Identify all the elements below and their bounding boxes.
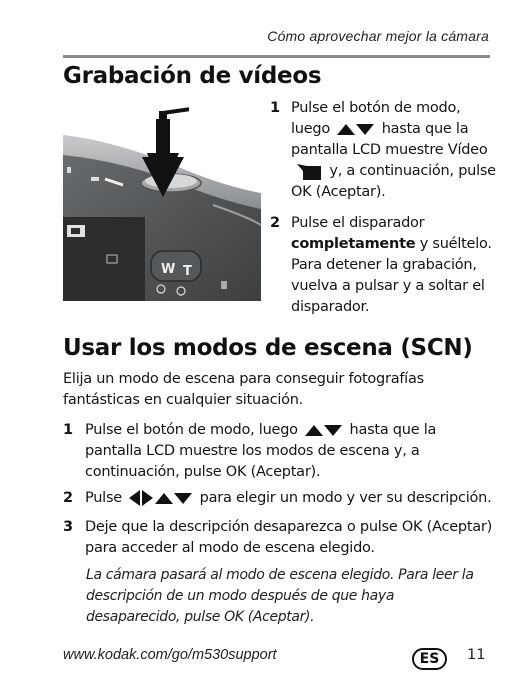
step-text-pre: Pulse <box>85 490 122 506</box>
zoom-t-label: T <box>183 264 192 279</box>
step-number: 2 <box>270 215 280 231</box>
step-text-pre: Pulse el disparador <box>291 215 425 231</box>
up-down-arrows-icon <box>305 420 342 441</box>
header-rule <box>63 55 490 58</box>
video-camera-icon <box>295 161 325 181</box>
step-text-bold: completamente <box>291 236 416 252</box>
step-text-post: para elegir un modo y ver su descripción. <box>199 490 492 506</box>
step-text-pre: Pulse el botón de modo, luego <box>291 100 461 137</box>
four-way-arrows-icon <box>129 488 192 509</box>
step-text: Deje que la descripción desaparezca o pulse OK (Aceptar) para acceder al modo de escena elegido. <box>85 519 493 556</box>
step-text-post: y, a continuación, pulse OK (Aceptar). <box>291 163 496 200</box>
step-text-pre: Pulse el botón de modo, luego <box>85 422 298 438</box>
section-heading-video: Grabación de vídeos <box>63 63 322 89</box>
step-text-mid: hasta que la pantalla LCD muestre Vídeo <box>291 121 488 158</box>
scn-intro: Elija un modo de escena para conseguir fotografías fantásticas en cualquier situación. <box>63 371 424 408</box>
step-number: 3 <box>63 519 73 535</box>
zoom-w-label: W <box>161 262 176 277</box>
step-text-post: hasta que la pantalla LCD muestre los modos de escena y, a continuación, pulse OK (Aceptar). <box>85 422 437 480</box>
camera-illustration <box>63 105 261 301</box>
step-number: 1 <box>270 100 280 116</box>
footer-url[interactable]: www.kodak.com/go/m530support <box>63 647 277 663</box>
up-down-arrows-icon <box>337 119 374 140</box>
step-number: 1 <box>63 422 73 438</box>
page-number: 11 <box>467 647 486 663</box>
step-number: 2 <box>63 490 73 506</box>
section-heading-scn: Usar los modos de escena (SCN) <box>63 335 473 361</box>
step-text-post: y suéltelo. Para detener la grabación, vuelva a pulsar y a soltar el disparador. <box>291 236 492 315</box>
language-badge: ES <box>412 648 447 670</box>
header-title: Cómo aprovechar mejor la cámara <box>267 28 489 44</box>
scn-note: La cámara pasará al modo de escena elegido. Para leer la descripción de un modo después de que haya desaparecido, pulse OK (Aceptar). <box>86 567 474 625</box>
